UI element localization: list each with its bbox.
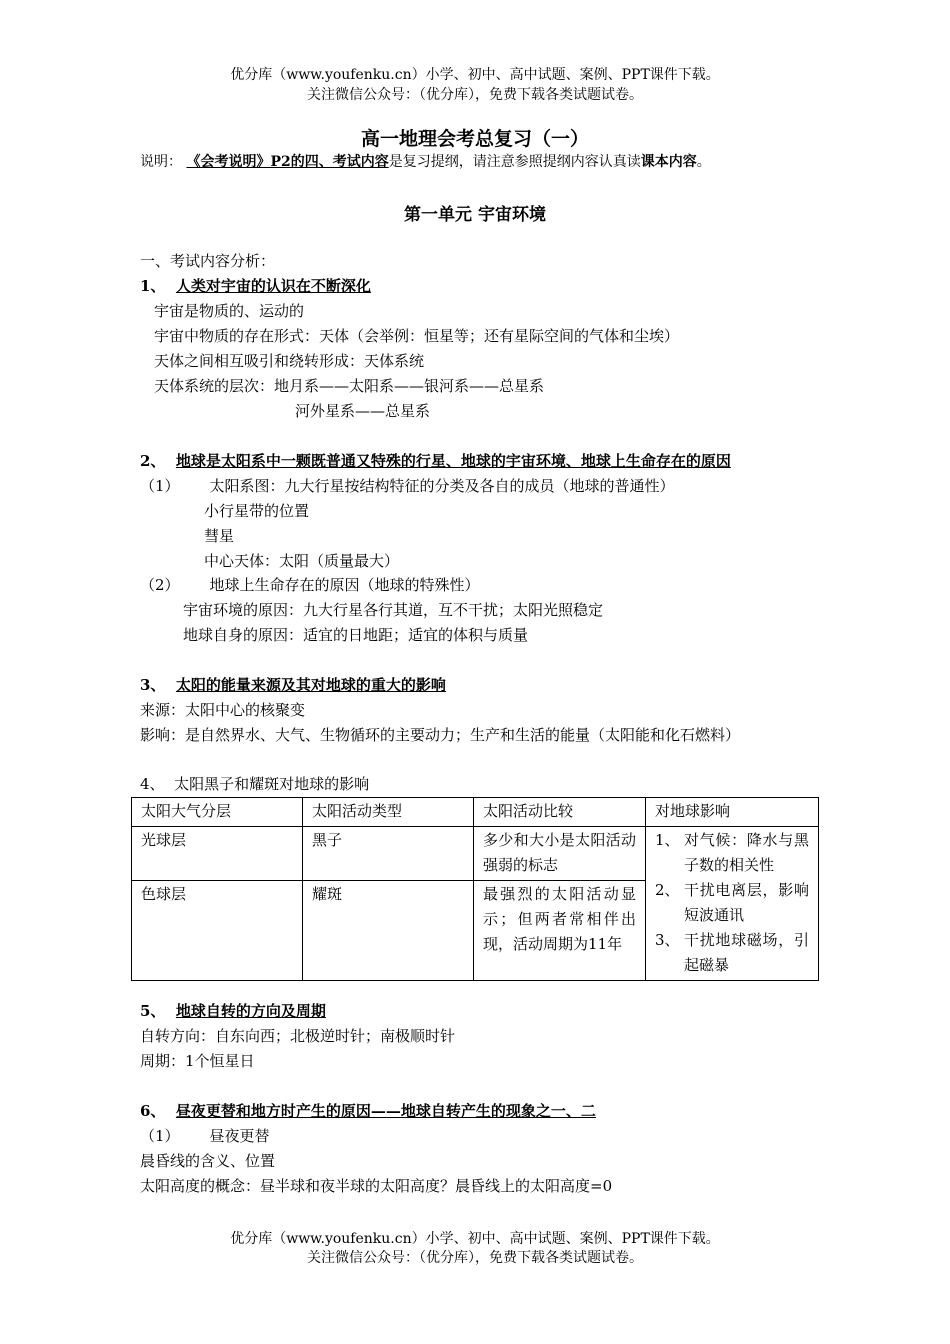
section-6-number: 6、 bbox=[140, 1102, 166, 1120]
row-2-layer: 色球层 bbox=[132, 881, 303, 981]
impact-3-text: 干扰地球磁场，引起磁暴 bbox=[684, 931, 809, 974]
s6-point-1-number: （1） bbox=[140, 1127, 180, 1145]
s2-point-2b: 地球自身的原因：适宜的日地距；适宜的体积与质量 bbox=[183, 626, 529, 644]
header-type: 太阳活动类型 bbox=[303, 798, 474, 827]
impact-2-number: 2、 bbox=[655, 881, 680, 899]
section-4-title: 太阳黑子和耀斑对地球的影响 bbox=[174, 775, 370, 793]
row-1-layer: 光球层 bbox=[132, 827, 303, 881]
section-2-heading bbox=[140, 451, 731, 471]
s2-point-2-text: 地球上生命存在的原因（地球的特殊性） bbox=[209, 576, 480, 594]
table-header-row bbox=[132, 798, 819, 827]
section-6-heading bbox=[140, 1101, 596, 1121]
impact-2-text: 干扰电离层，影响短波通讯 bbox=[684, 881, 809, 924]
header-compare: 太阳活动比较 bbox=[474, 798, 646, 827]
s5-line-1: 自转方向：自东向西；北极逆时针；南极顺时针 bbox=[140, 1027, 456, 1045]
s1-line-2: 宇宙中物质的存在形式：天体（会举例：恒星等；还有星际空间的气体和尘埃） bbox=[154, 327, 680, 345]
row-2-compare: 最强烈的太阳活动显示；但两者常相伴出现，活动周期为11年 bbox=[474, 881, 646, 981]
section-5-heading bbox=[140, 1001, 326, 1021]
s2-point-1b: 彗星 bbox=[204, 527, 235, 545]
unit-title: 第一单元 宇宙环境 bbox=[404, 205, 546, 225]
note-emphasis: 课本内容 bbox=[640, 154, 697, 170]
impact-1-text: 对气候：降水与黑子数的相关性 bbox=[684, 831, 809, 874]
section-4-number: 4、 bbox=[140, 775, 165, 793]
impact-item bbox=[655, 828, 809, 878]
s2-point-1 bbox=[140, 476, 675, 496]
row-1-type: 黑子 bbox=[303, 827, 474, 881]
s2-point-1-number: （1） bbox=[140, 477, 180, 495]
s6-point-1 bbox=[140, 1126, 270, 1146]
impact-item bbox=[655, 928, 809, 978]
s2-point-1a: 小行星带的位置 bbox=[204, 502, 310, 520]
s3-line-1: 来源：太阳中心的核聚变 bbox=[140, 701, 306, 719]
note-prefix: 说明： bbox=[140, 154, 182, 170]
impact-item bbox=[655, 878, 809, 928]
note-reference: 《会考说明》P2的四、考试内容 bbox=[186, 154, 389, 170]
s3-line-2: 影响：是自然界水、大气、生物循环的主要动力；生产和生活的能量（太阳能和化石燃料） bbox=[140, 726, 741, 744]
s1-line-3: 天体之间相互吸引和绕转形成：天体系统 bbox=[154, 352, 425, 370]
section-2-title: 地球是太阳系中一颗既普通又特殊的行星、地球的宇宙环境、地球上生命存在的原因 bbox=[175, 452, 731, 470]
section-5-title: 地球自转的方向及周期 bbox=[175, 1002, 326, 1020]
s2-point-1-text: 太阳系图：九大行星按结构特征的分类及各自的成员（地球的普通性） bbox=[209, 477, 675, 495]
s2-point-1c: 中心天体：太阳（质量最大） bbox=[204, 552, 400, 570]
s2-point-2a: 宇宙环境的原因：九大行星各行其道，互不干扰；太阳光照稳定 bbox=[183, 601, 604, 619]
impact-1-number: 1、 bbox=[655, 831, 680, 849]
s6-point-1-text: 昼夜更替 bbox=[209, 1127, 270, 1145]
section-3-heading bbox=[140, 675, 446, 695]
footer-line-2: 关注微信公众号：（优分库），免费下载各类试题试卷。 bbox=[307, 1250, 643, 1266]
header-impact: 对地球影响 bbox=[646, 798, 819, 827]
section-1-number: 1、 bbox=[140, 277, 166, 295]
impact-3-number: 3、 bbox=[655, 931, 680, 949]
note bbox=[140, 152, 711, 172]
section-3-title: 太阳的能量来源及其对地球的重大的影响 bbox=[175, 676, 446, 694]
solar-activity-table bbox=[131, 797, 819, 981]
page-title: 高一地理会考总复习（一） bbox=[360, 128, 589, 150]
row-1-compare: 多少和大小是太阳活动强弱的标志 bbox=[474, 827, 646, 881]
s1-line-4: 天体系统的层次：地月系——太阳系——银河系——总星系 bbox=[154, 377, 545, 395]
section-5-number: 5、 bbox=[140, 1002, 166, 1020]
section-6-title: 昼夜更替和地方时产生的原因——地球自转产生的现象之一、二 bbox=[175, 1102, 596, 1120]
section-1-title: 人类对宇宙的认识在不断深化 bbox=[175, 277, 371, 295]
footer-line-1: 优分库（www.youfenku.cn）小学、初中、高中试题、案例、PPT课件下载。 bbox=[230, 1231, 720, 1247]
section-1-heading bbox=[140, 276, 371, 296]
s5-line-2: 周期：1个恒星日 bbox=[140, 1052, 255, 1070]
section-3-number: 3、 bbox=[140, 676, 166, 694]
note-middle: 是复习提纲，请注意参照提纲内容认真读 bbox=[388, 154, 641, 170]
header-layer: 太阳大气分层 bbox=[132, 798, 303, 827]
s6-line-1: 晨昏线的含义、位置 bbox=[140, 1152, 276, 1170]
s6-line-2: 太阳高度的概念：昼半球和夜半球的太阳高度？晨昏线上的太阳高度=0 bbox=[140, 1177, 613, 1195]
header-line-1: 优分库（www.youfenku.cn）小学、初中、高中试题、案例、PPT课件下载。 bbox=[230, 67, 720, 83]
header-line-2: 关注微信公众号：（优分库），免费下载各类试题试卷。 bbox=[307, 87, 643, 103]
row-2-type: 耀斑 bbox=[303, 881, 474, 981]
s2-point-2-number: （2） bbox=[140, 576, 180, 594]
s1-line-1: 宇宙是物质的、运动的 bbox=[154, 302, 305, 320]
s1-line-5: 河外星系——总星系 bbox=[295, 402, 431, 420]
s2-point-2 bbox=[140, 575, 480, 595]
impact-cell bbox=[646, 827, 819, 981]
section-4-heading bbox=[140, 774, 369, 794]
analysis-heading: 一、考试内容分析： bbox=[140, 252, 276, 270]
note-end: 。 bbox=[696, 154, 711, 170]
table-row bbox=[132, 827, 819, 881]
section-2-number: 2、 bbox=[140, 452, 166, 470]
